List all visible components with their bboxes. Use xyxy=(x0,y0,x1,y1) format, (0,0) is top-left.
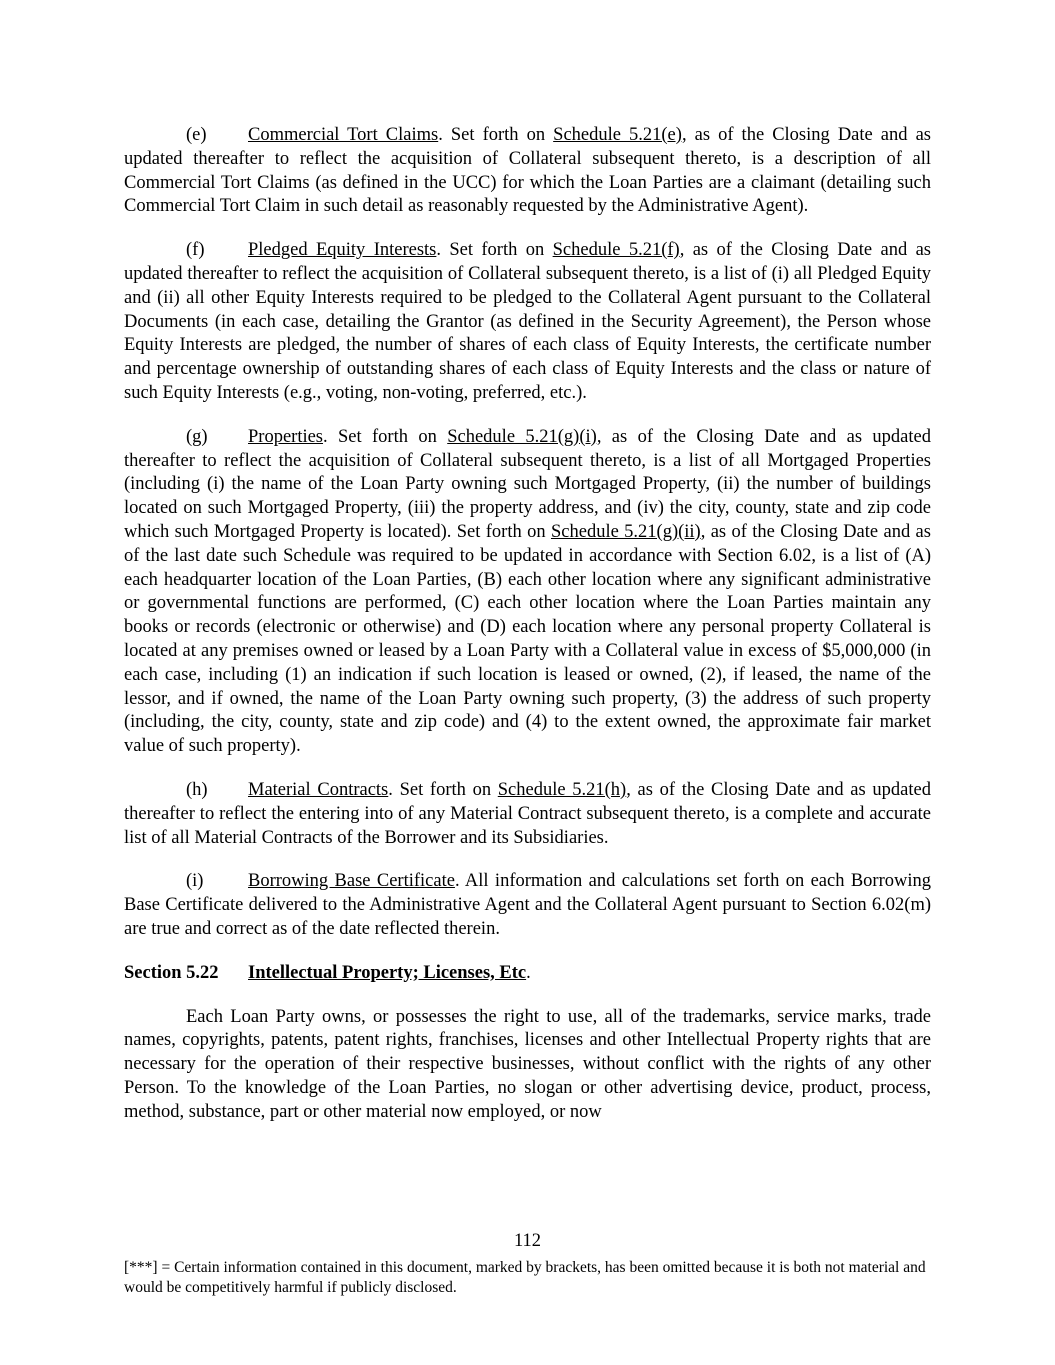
paragraph-text: , as of the Closing Date and as updated thereafter to reflect the acquisition of Collateral subsequent thereto, is a list of all Mortgaged Properties (including (i) the name of the Loan Party owning such Mortgaged Property, (ii) the number of buildings located on such Mortgaged Property, (iii) the property address, and (iv) the city, county, state and zip code which such Mortgaged Property is located). Set forth on xyxy=(124,426,931,542)
paragraph-heading: Material Contracts xyxy=(248,779,389,800)
paragraph-text: . Set forth on xyxy=(323,426,448,447)
paragraph-text: , as of the Closing Date and as updated thereafter to reflect the acquisition of Collateral subsequent thereto, is a description of all Commercial Tort Claims (as defined in the UCC) for which the Loan Parties are a claimant (detailing such Commercial Tort Claim in such detail as reasonably requested by the Administrative Agent). xyxy=(124,125,931,217)
schedule-reference: Schedule 5.21(h) xyxy=(497,779,627,800)
paragraph-heading: Commercial Tort Claims xyxy=(248,125,439,145)
paragraph-label: (g) xyxy=(186,426,208,447)
paragraph-text: . Set forth on xyxy=(388,779,498,800)
section-body: Each Loan Party owns, or possesses the right to use, all of the trademarks, service marks, trade names, copyrights, patents, patent rights, franchises, licenses and other Intellectual Property rights that are necessary for the operation of their respective businesses, without conflict with the rights of any other Person. To the knowledge of the Loan Parties, no slogan or other advertising device, product, process, method, substance, part or other material now employed, or now xyxy=(124,1006,931,1122)
paragraph-text: , as of the Closing Date and as updated thereafter to reflect the acquisition of Collateral subsequent thereto, is a list of (i) all Pledged Equity and (ii) all other Equity Interests required to be pledged to the Collateral Agent pursuant to the Collateral Documents (in each case, detailing the Grantor (as defined in the Security Agreement), the Person whose Equity Interests are pledged, the number of shares of each class of Equity Interests, the certificate number and percentage ownership of outstanding shares of each class of Equity Interests and the class or nature of such Equity Interests (e.g., voting, non-voting, preferred, etc.). xyxy=(124,240,932,403)
section-period: . xyxy=(526,962,531,983)
section-title: Intellectual Property; Licenses, Etc xyxy=(248,962,527,983)
schedule-reference: Schedule 5.21(f) xyxy=(552,240,680,261)
paragraph-label: (h) xyxy=(186,779,208,800)
paragraph-heading: Borrowing Base Certificate xyxy=(248,871,455,892)
section-heading xyxy=(124,962,931,986)
paragraph-i xyxy=(124,870,931,941)
schedule-reference: Schedule 5.21(e) xyxy=(553,125,682,145)
paragraph-label: (e) xyxy=(186,125,207,145)
section-number: Section 5.22 xyxy=(124,962,219,983)
paragraph-text: . Set forth on xyxy=(436,240,553,261)
paragraph-f xyxy=(124,239,931,406)
page-number: 112 xyxy=(513,1231,542,1251)
document-page xyxy=(124,124,931,1144)
paragraph-e xyxy=(124,124,931,219)
paragraph-text: . All information and calculations set forth on each Borrowing Base Certificate delivered to the Administrative Agent and the Collateral Agent pursuant to Section 6.02(m) are true and correct as of the date reflected therein. xyxy=(124,871,931,939)
paragraph-text: , as of the Closing Date and as of the last date such Schedule was required to be updated in accordance with Section 6.02, is a list of (A) each headquarter location of the Loan Parties, (B) each other location where any significant administrative or governmental functions are performed, (C) each other location where the Loan Parties maintain any books or records (electronic or otherwise) and (D) each location where any personal property Collateral is located at any premises owned or leased by a Loan Party with a Collateral value in excess of $5,000,000 (in each case, including (1) an indication if such location is leased or owned, (2), if leased, the name of the lessor, and if owned, the name of the Loan Party owning such property, (3) the address of such property (including, the city, county, state and zip code) and (4) to the extent owned, the approximate fair market value of such property). xyxy=(124,521,931,757)
paragraph-h xyxy=(124,779,931,850)
paragraph-text: . Set forth on xyxy=(438,125,554,145)
paragraph-text: , as of the Closing Date and as updated thereafter to reflect the entering into of any Material Contract subsequent thereto, is a complete and accurate list of all Material Contracts of the Borrower and its Subsidiaries. xyxy=(124,779,931,848)
footnote: [***] = Certain information contained in this document, marked by brackets, has been omitted because it is both not material and would be competitively harmful if publicly disclosed. xyxy=(124,1259,926,1296)
paragraph-heading: Pledged Equity Interests xyxy=(248,240,437,261)
paragraph-g xyxy=(124,426,931,759)
paragraph-label: (i) xyxy=(186,871,204,892)
schedule-reference: Schedule 5.21(g)(i) xyxy=(447,426,597,447)
paragraph-heading: Properties xyxy=(248,426,324,447)
schedule-reference: Schedule 5.21(g)(ii) xyxy=(550,521,701,542)
paragraph-label: (f) xyxy=(186,240,205,261)
